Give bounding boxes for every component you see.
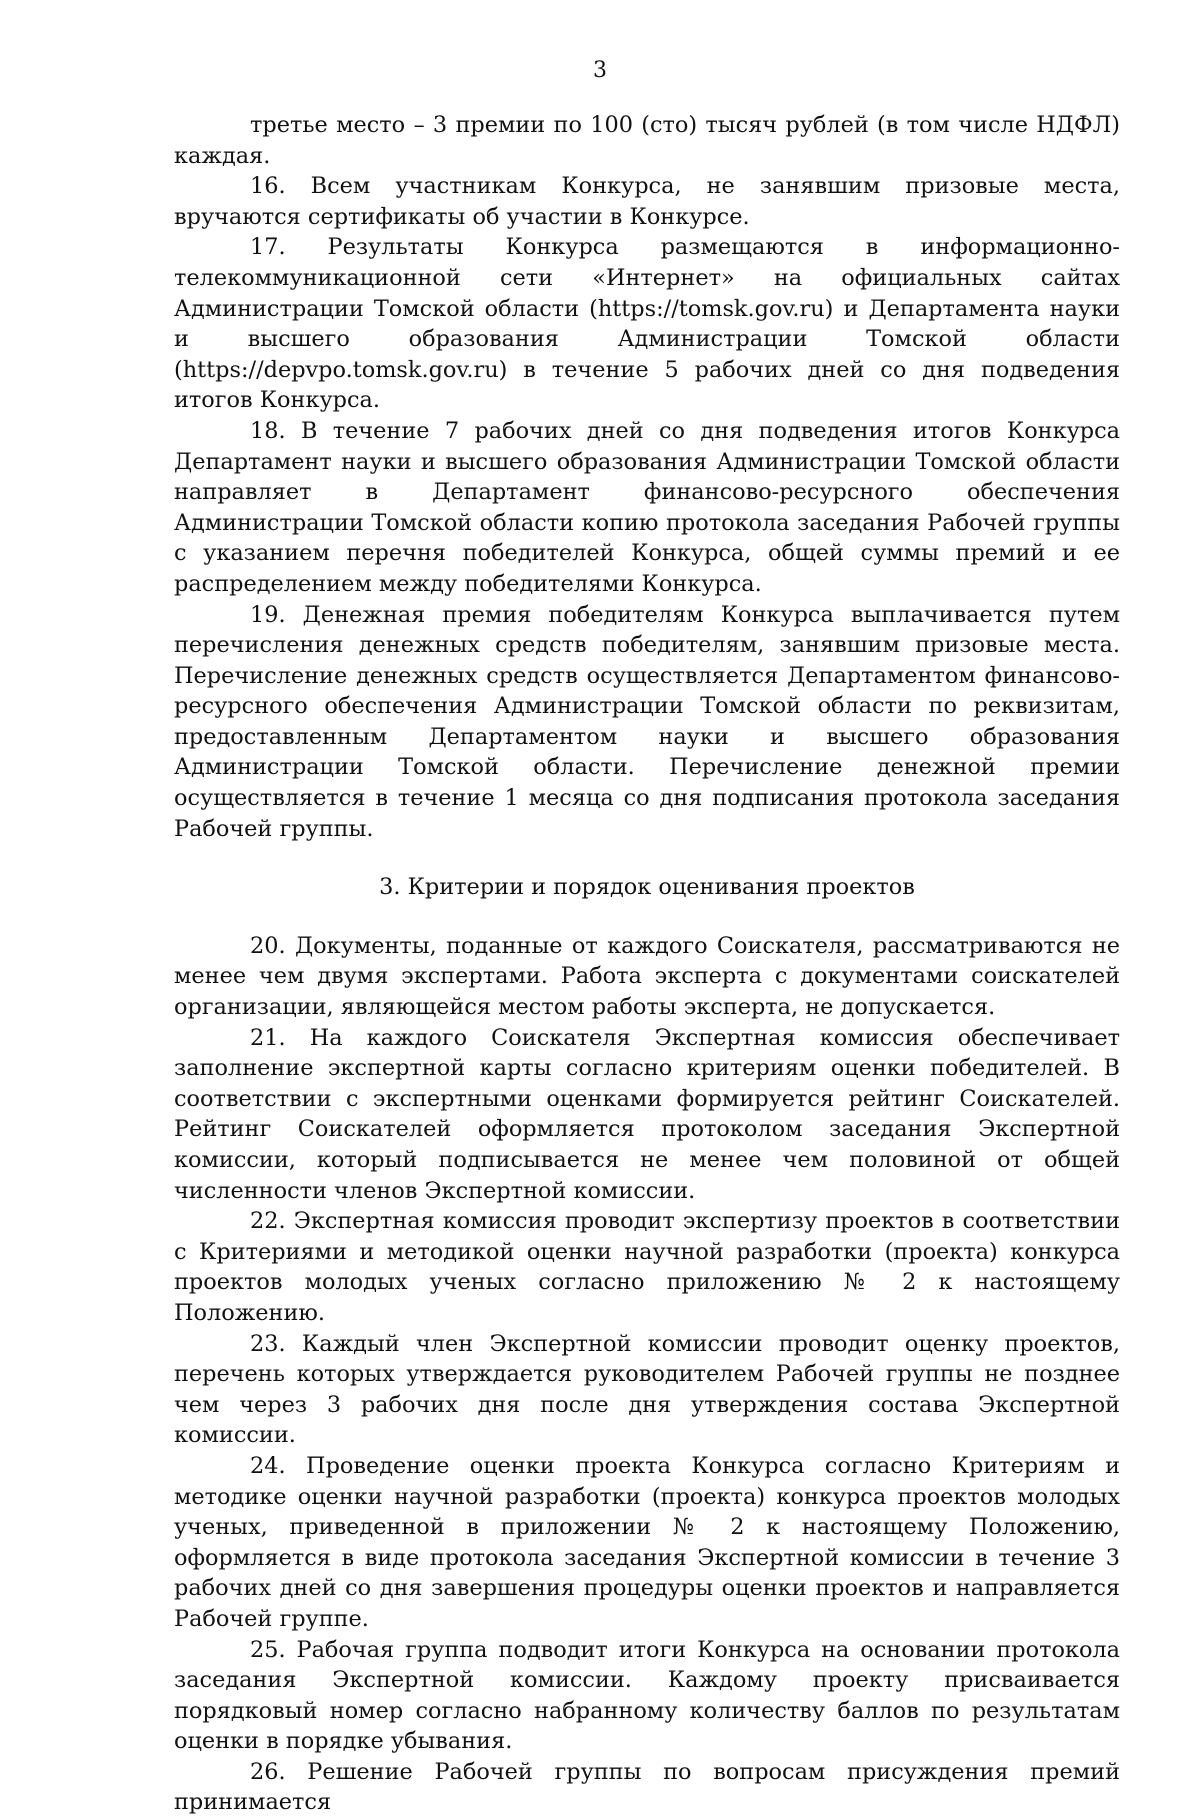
paragraph-prize-third-place: третье место – 3 премии по 100 (сто) тысяч рублей (в том числе НДФЛ) каждая.	[174, 112, 1120, 169]
section-heading: 3. Критерии и порядок оценивания проектов	[379, 874, 915, 901]
paragraph-16: 16. Всем участникам Конкурса, не занявшим призовые места, вручаются сертификаты об участии в Конкурсе.	[174, 173, 1120, 230]
page-number: 3	[593, 58, 607, 83]
paragraph-24: 24. Проведение оценки проекта Конкурса согласно Критериям и методике оценки научной разработки (проекта) конкурса проектов молодых ученых, приведенной в приложении № 2 к настоящему Положению, оформляется в виде протокола заседания Экспертной комиссии в течение 3 рабочих дней со дня завершения процедуры оценки проектов и направляется Рабочей группе.	[174, 1452, 1120, 1632]
paragraph-18: 18. В течение 7 рабочих дней со дня подведения итогов Конкурса Департамент науки и высшего образования Администрации Томской области направляет в Департамент финансово-ресурсного обеспечения Администрации Томской области копию протокола заседания Рабочей группы с указанием перечня победителей Конкурса, общей суммы премий и ее распределением между победителями Конкурса.	[174, 417, 1120, 597]
paragraph-25: 25. Рабочая группа подводит итоги Конкурса на основании протокола заседания Экспертной комиссии. Каждому проекту присваивается порядковый номер согласно набранному количеству баллов по результатам оценки в порядке убывания.	[174, 1636, 1120, 1755]
paragraph-26: 26. Решение Рабочей группы по вопросам присуждения премий принимается	[174, 1758, 1120, 1816]
document-body	[174, 110, 1120, 1818]
paragraph-22: 22. Экспертная комиссия проводит экспертизу проектов в соответствии с Критериями и методикой оценки научной разработки (проекта) конкурса проектов молодых ученых согласно приложению № 2 к настоящему Положению.	[174, 1208, 1120, 1326]
paragraph-23: 23. Каждый член Экспертной комиссии проводит оценку проектов, перечень которых утверждается руководителем Рабочей группы не позднее чем через 3 рабочих дня после дня утверждения состава Экспертной комиссии.	[174, 1330, 1120, 1449]
paragraph-19: 19. Денежная премия победителям Конкурса выплачивается путем перечисления денежных средств победителям, занявшим призовые места. Перечисление денежных средств осуществляется Департаментом финансово-ресурсного обеспечения Администрации Томской области по реквизитам, предоставленным Департаментом науки и высшего образования Администрации Томской области. Перечисление денежной премии осуществляется в течение 1 месяца со дня подписания протокола заседания Рабочей группы.	[174, 601, 1120, 842]
paragraph-21: 21. На каждого Соискателя Экспертная комиссия обеспечивает заполнение экспертной карты согласно критериям оценки победителей. В соответствии с экспертными оценками формируется рейтинг Соискателей. Рейтинг Соискателей оформляется протоколом заседания Экспертной комиссии, который подписывается не менее чем половиной от общей численности членов Экспертной комиссии.	[174, 1024, 1120, 1204]
paragraph-20: 20. Документы, поданные от каждого Соискателя, рассматриваются не менее чем двумя экспертами. Работа эксперта с документами соискателей организации, являющейся местом работы эксперта, не допускается.	[174, 932, 1120, 1021]
paragraph-17: 17. Результаты Конкурса размещаются в информационно-телекоммуникационной сети «Интернет» на официальных сайтах Администрации Томской области (https://tomsk.gov.ru) и Департамента науки и высшего образования Администрации Томской области (https://depvpo.tomsk.gov.ru) в течение 5 рабочих дней со дня подведения итогов Конкурса.	[174, 234, 1120, 414]
